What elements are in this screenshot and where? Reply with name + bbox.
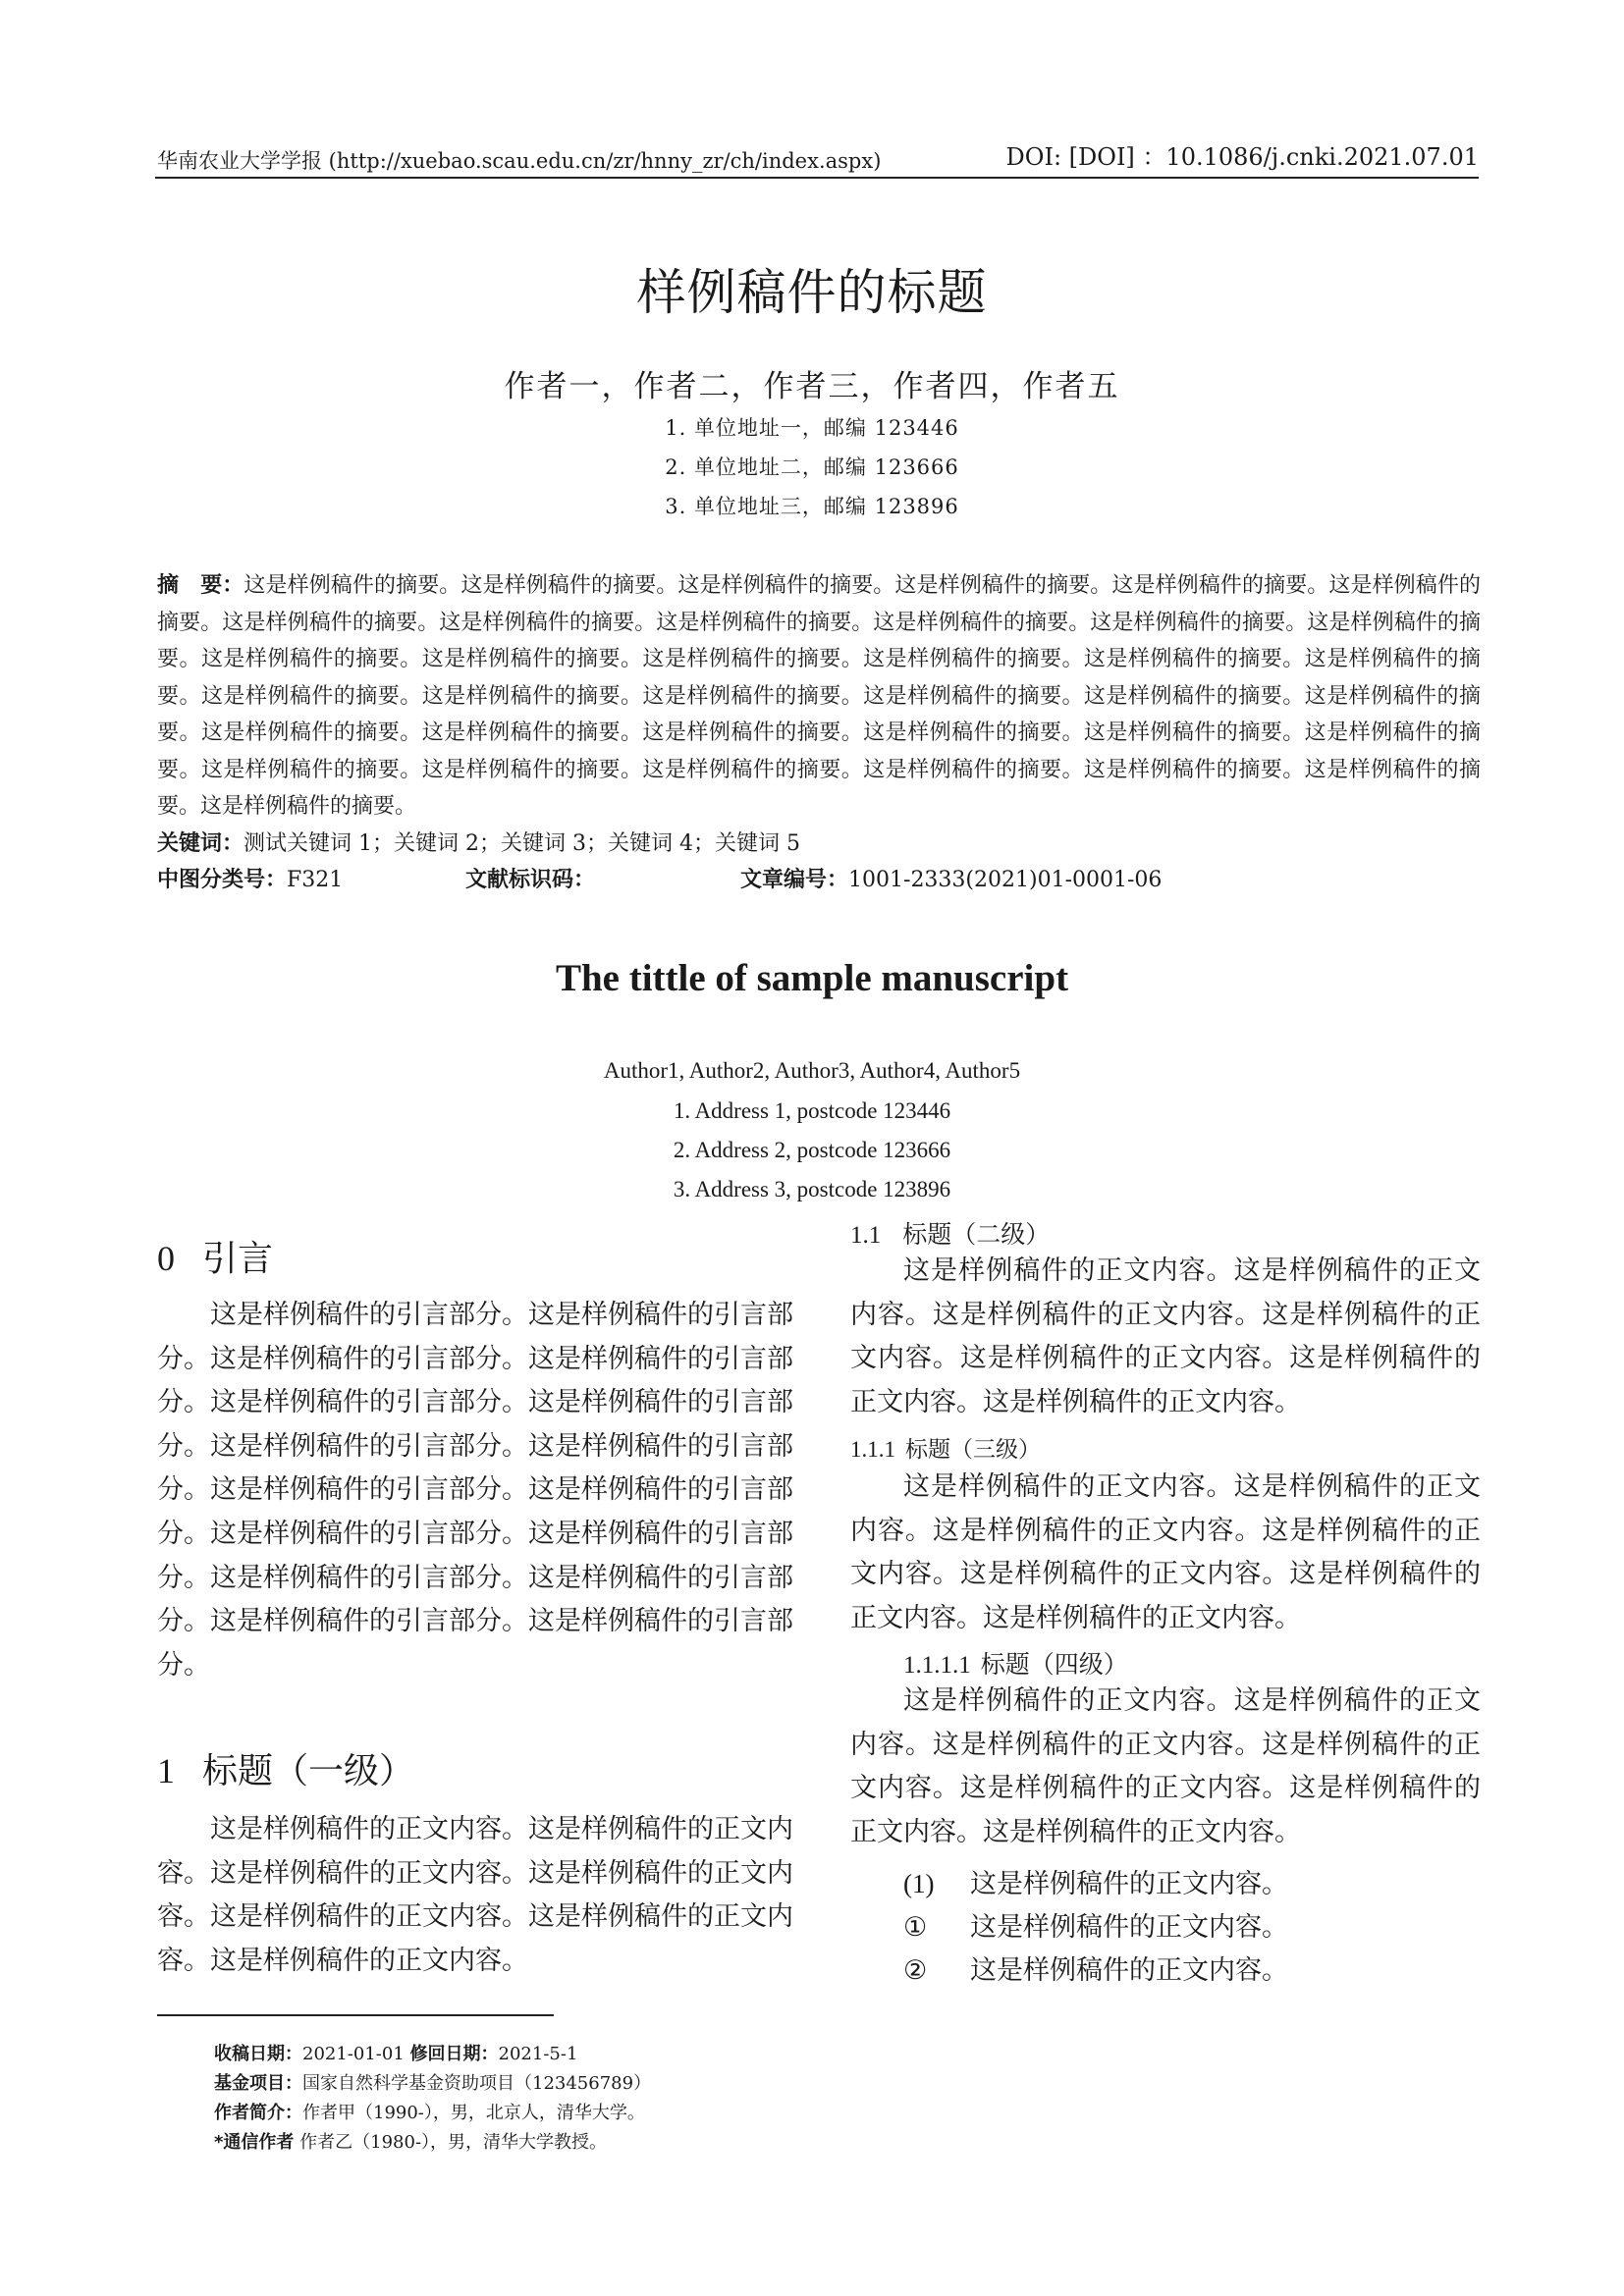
footnote-corresponding bbox=[214, 2128, 607, 2154]
address-en-2: 2. Address 2, postcode 123666 bbox=[673, 1138, 951, 1162]
list-marker: ② bbox=[903, 1955, 928, 1985]
received-label: 收稿日期： bbox=[214, 2044, 302, 2064]
intro-paragraph: 这是样例稿件的引言部分。这是样例稿件的引言部分。这是样例稿件的引言部分。这是样例稿件的引言部分。这是样例稿件的引言部分。这是样例稿件的引言部分。这是样例稿件的引言部分。这是样例稿件的引言部分。这是样例稿件的引言部分。这是样例稿件的引言部分。这是样例稿件的引言部分。这是样例稿件的引言部分。这是样例稿件的引言部分。这是样例稿件的引言部分。这是样例稿件的引言部分。这是样例稿件的引言部分。 bbox=[157, 1300, 793, 1681]
section-heading-intro bbox=[157, 1231, 793, 1281]
fund-value: 国家自然科学基金资助项目（123456789） bbox=[302, 2073, 652, 2094]
footnote-dates bbox=[214, 2040, 577, 2065]
abstract-text: 这是样例稿件的摘要。这是样例稿件的摘要。这是样例稿件的摘要。这是样例稿件的摘要。这是样例稿件的摘要。这是样例稿件的摘要。这是样例稿件的摘要。这是样例稿件的摘要。这是样例稿件的摘要。这是样例稿件的摘要。这是样例稿件的摘要。这是样例稿件的摘要。这是样例稿件的摘要。这是样例稿件的摘要。这是样例稿件的摘要。这是样例稿件的摘要。这是样例稿件的摘要。这是样例稿件的摘要。这是样例稿件的摘要。这是样例稿件的摘要。这是样例稿件的摘要。这是样例稿件的摘要。这是样例稿件的摘要。这是样例稿件的摘要。这是样例稿件的摘要。这是样例稿件的摘要。这是样例稿件的摘要。这是样例稿件的摘要。这是样例稿件的摘要。这是样例稿件的摘要。这是样例稿件的摘要。这是样例稿件的摘要。这是样例稿件的摘要。这是样例稿件的摘要。这是样例稿件的摘要。这是样例稿件的摘要。这是样例稿件的摘要。 bbox=[157, 573, 1481, 819]
header-rule bbox=[155, 177, 1479, 179]
doi-header bbox=[1006, 137, 1479, 172]
list-marker: (1) bbox=[903, 1869, 935, 1898]
list-item bbox=[850, 1949, 1534, 1987]
list-item bbox=[850, 1862, 1534, 1900]
authors-cn: 作者一，作者二，作者三，作者四，作者五 bbox=[504, 369, 1120, 404]
bio-value: 作者甲（1990-），男，北京人，清华大学。 bbox=[302, 2103, 645, 2123]
article-no-label: 文章编号： bbox=[740, 868, 849, 892]
bio-label: 作者简介： bbox=[214, 2103, 302, 2123]
classification bbox=[157, 862, 1481, 898]
keywords-text: 测试关键词 1；关键词 2；关键词 3；关键词 4；关键词 5 bbox=[244, 830, 800, 856]
clc-value: F321 bbox=[287, 868, 344, 892]
address-en-3: 3. Address 3, postcode 123896 bbox=[673, 1177, 951, 1201]
address-cn-3: 3. 单位地址三，邮编 123896 bbox=[665, 495, 959, 518]
received-date: 2021-01-01 bbox=[302, 2044, 405, 2064]
section-number: 1.1 bbox=[850, 1222, 882, 1249]
abstract bbox=[157, 567, 1481, 898]
section-heading-1-1 bbox=[850, 1215, 1481, 1251]
section-number: 1.1.1.1 bbox=[903, 1652, 971, 1679]
list-text: 这是样例稿件的正文内容。 bbox=[970, 1869, 1288, 1899]
clc-label: 中图分类号： bbox=[157, 868, 288, 892]
doi-value: ：10.1086/j.cnki.2021.07.01 bbox=[1142, 143, 1479, 171]
section-number: 0 bbox=[157, 1239, 175, 1278]
doi-label: DOI: [DOI] bbox=[1005, 143, 1135, 171]
title-en: The tittle of sample manuscript bbox=[555, 957, 1069, 999]
abstract-label: 摘 要： bbox=[157, 573, 244, 598]
list-text: 这是样例稿件的正文内容。 bbox=[970, 1912, 1288, 1943]
address-cn-2: 2. 单位地址二，邮编 123666 bbox=[665, 455, 959, 479]
section-1-1-1-paragraph: 这是样例稿件的正文内容。这是样例稿件的正文内容。这是样例稿件的正文内容。这是样例稿件的正文内容。这是样例稿件的正文内容。这是样例稿件的正文内容。这是样例稿件的正文内容。 bbox=[850, 1471, 1481, 1633]
title-cn: 样例稿件的标题 bbox=[636, 264, 988, 321]
section-heading-1-1-1-1 bbox=[850, 1645, 1534, 1681]
section-title: 引言 bbox=[202, 1239, 274, 1279]
section-1-paragraph: 这是样例稿件的正文内容。这是样例稿件的正文内容。这是样例稿件的正文内容。这是样例稿件的正文内容。这是样例稿件的正文内容。这是样例稿件的正文内容。这是样例稿件的正文内容。 bbox=[157, 1814, 793, 1976]
footnote-rule bbox=[157, 2014, 554, 2016]
section-heading-1 bbox=[157, 1743, 793, 1793]
section-title: 标题（三级） bbox=[905, 1437, 1041, 1463]
footnote-fund bbox=[214, 2069, 651, 2095]
section-number: 1 bbox=[157, 1751, 175, 1790]
section-heading-1-1-1 bbox=[850, 1431, 1481, 1464]
authors-en: Author1, Author2, Author3, Author4, Author5 bbox=[603, 1058, 1021, 1083]
section-1-1-1-1-paragraph: 这是样例稿件的正文内容。这是样例稿件的正文内容。这是样例稿件的正文内容。这是样例稿件的正文内容。这是样例稿件的正文内容。这是样例稿件的正文内容。这是样例稿件的正文内容。 bbox=[850, 1685, 1481, 1847]
list-marker: ① bbox=[903, 1912, 928, 1942]
section-title: 标题（二级） bbox=[902, 1220, 1051, 1249]
keywords bbox=[157, 826, 1481, 863]
article-no-value: 1001-2333(2021)01-0001-06 bbox=[848, 868, 1163, 892]
list-item bbox=[850, 1905, 1534, 1944]
corresponding-label: *通信作者 bbox=[214, 2132, 295, 2153]
section-title: 标题（一级） bbox=[202, 1751, 415, 1791]
journal-header: 华南农业大学学报 (http://xuebao.scau.edu.cn/zr/hnny_zr/ch/index.aspx) bbox=[157, 149, 882, 173]
corresponding-value: 作者乙（1980-），男，清华大学教授。 bbox=[299, 2132, 608, 2153]
footnote-author-bio bbox=[214, 2099, 645, 2124]
list-text: 这是样例稿件的正文内容。 bbox=[970, 1955, 1288, 1986]
keywords-label: 关键词： bbox=[157, 830, 244, 856]
address-cn-1: 1. 单位地址一，邮编 123446 bbox=[665, 416, 959, 440]
address-en-1: 1. Address 1, postcode 123446 bbox=[673, 1098, 951, 1123]
doc-code-label: 文献标识码： bbox=[465, 868, 596, 892]
section-title: 标题（四级） bbox=[980, 1650, 1128, 1679]
fund-label: 基金项目： bbox=[214, 2073, 302, 2094]
section-number: 1.1.1 bbox=[850, 1437, 895, 1462]
revised-label: 修回日期： bbox=[409, 2044, 499, 2064]
section-1-1-paragraph: 这是样例稿件的正文内容。这是样例稿件的正文内容。这是样例稿件的正文内容。这是样例稿件的正文内容。这是样例稿件的正文内容。这是样例稿件的正文内容。这是样例稿件的正文内容。 bbox=[850, 1255, 1481, 1417]
revised-date: 2021-5-1 bbox=[498, 2044, 578, 2064]
